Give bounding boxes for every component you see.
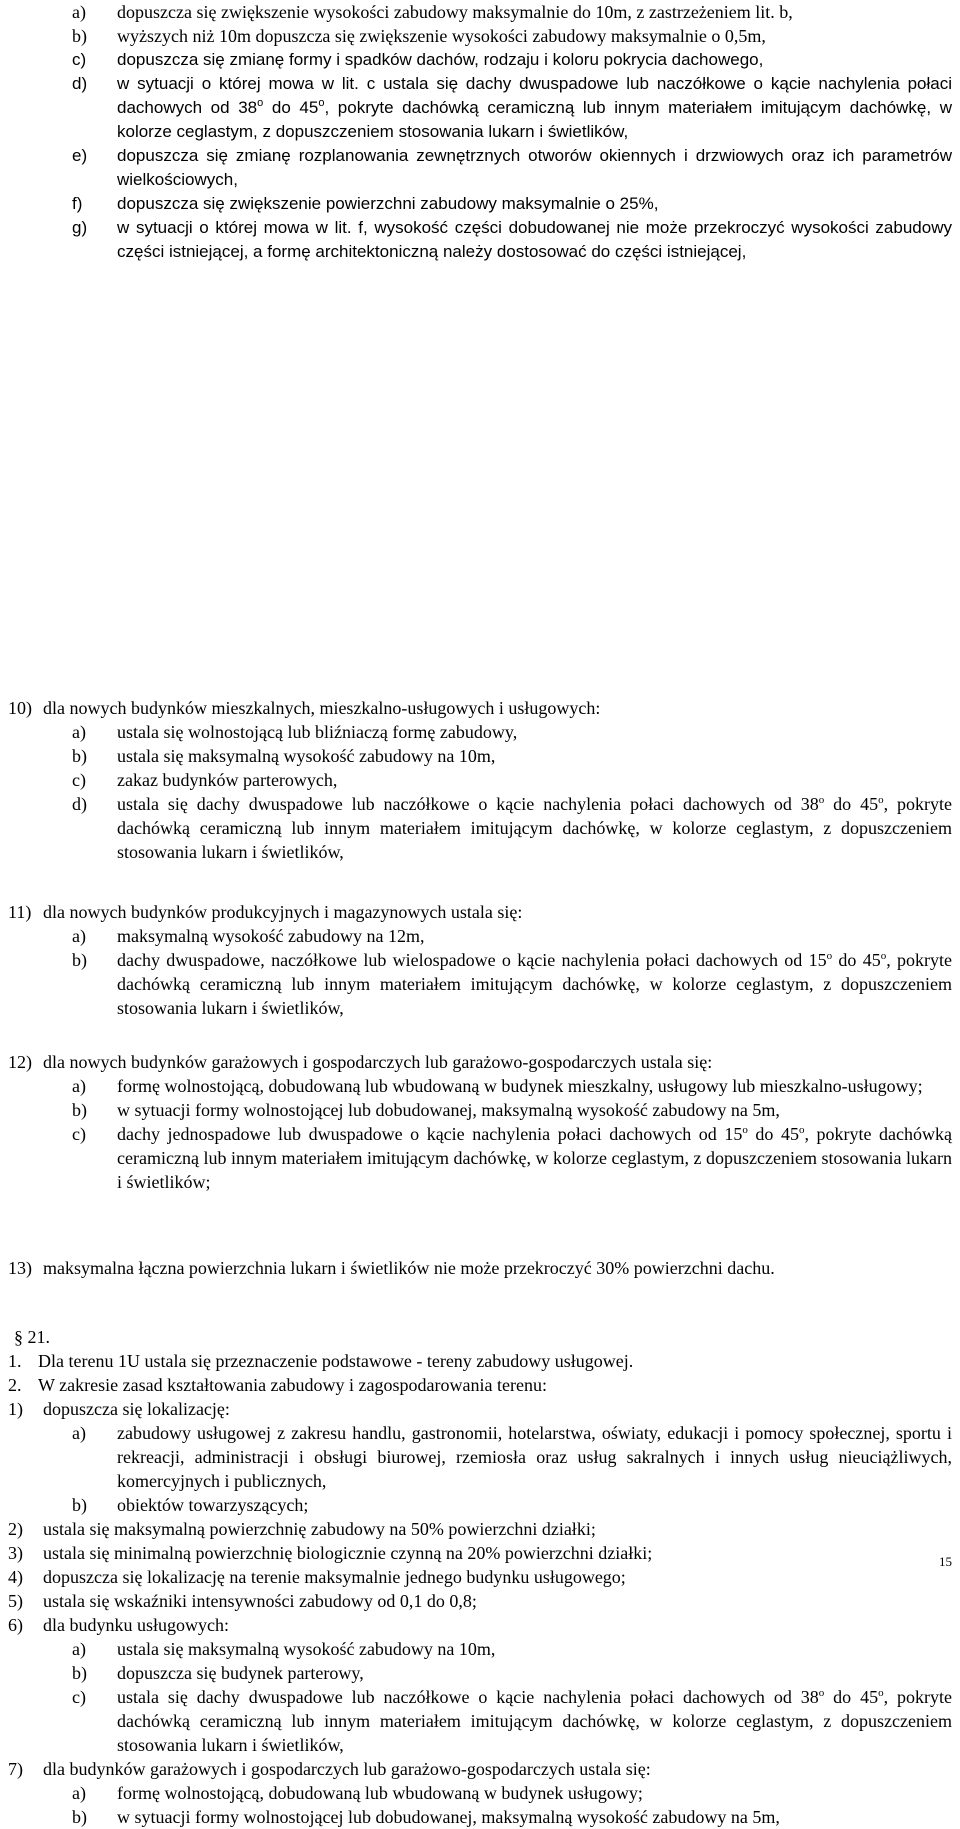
item-label: a) (72, 926, 86, 946)
text-part: do 45 (824, 1687, 879, 1707)
item-label: c) (72, 50, 87, 69)
point-11 (0, 900, 960, 1020)
text-part: , pokryte dachówką ceramiczną lub innym materiałem imitującym dachówkę, w kolorze ceglastym, z dopuszczeniem stosowania lukarn i świetlików; (117, 1124, 953, 1192)
item-label: 2) (8, 1519, 23, 1539)
list-item (0, 1613, 960, 1637)
item-label: b) (72, 950, 87, 970)
item-text: wyższych niż 10m dopuszcza się zwiększenie wysokości zabudowy maksymalnie o 0,5m, (117, 26, 766, 46)
item-label: g) (72, 218, 88, 237)
list-item (0, 24, 960, 48)
item-text (43, 1589, 952, 1613)
list-item (0, 1661, 960, 1685)
section-heading (0, 1325, 960, 1349)
item-text: formę wolnostojącą, dobudowaną lub wbudowaną w budynek mieszkalny, usługowy lub mieszkalno-usługowy; (117, 1076, 923, 1096)
list-item (0, 1122, 960, 1194)
item-text (43, 1517, 952, 1541)
list-item (0, 900, 960, 924)
degree-sup: o (798, 1124, 805, 1136)
list-item (0, 720, 960, 744)
section-21 (0, 1325, 960, 1829)
list-item (0, 1098, 960, 1122)
item-text: dopuszcza się zwiększenie powierzchni zabudowy maksymalnie o 25%, (117, 194, 659, 213)
list-item (0, 1256, 960, 1280)
list-item (0, 1565, 960, 1589)
text-part: dla budynków garażowych i gospodarczych lub garażowo-gospodarczych ustala się: (43, 1759, 651, 1779)
item-text (117, 1661, 952, 1685)
item-text: ustala się wolnostojącą lub bliźniaczą formę zabudowy, (117, 722, 518, 742)
item-text: Dla terenu 1U ustala się przeznaczenie podstawowe - tereny zabudowy usługowej. (38, 1351, 634, 1371)
item-label: 3) (8, 1543, 23, 1563)
item-label: 7) (8, 1759, 23, 1779)
text-part: dopuszcza się lokalizację: (43, 1399, 230, 1419)
item-text: dla nowych budynków produkcyjnych i magazynowych ustala się: (43, 902, 523, 922)
item-text: dopuszcza się zmianę formy i spadków dachów, rodzaju i koloru pokrycia dachowego, (117, 50, 764, 69)
item-label: f) (72, 194, 83, 213)
text-part: ustala się maksymalną powierzchnię zabudowy na 50% powierzchni działki; (43, 1519, 596, 1539)
text-part: dopuszcza się budynek parterowy, (117, 1663, 364, 1683)
item-text (117, 1637, 952, 1661)
item-label: b) (72, 746, 87, 766)
text-part: ustala się dachy dwuspadowe lub naczółkowe o kącie nachylenia połaci dachowych od 38 (117, 794, 819, 814)
text-part: do 45 (832, 950, 881, 970)
item-text (117, 1122, 952, 1194)
item-label: 5) (8, 1591, 23, 1611)
item-label: 1. (8, 1351, 22, 1371)
item-text (117, 1685, 952, 1757)
item-text (117, 1493, 952, 1517)
item-text (117, 72, 952, 144)
item-label: 13) (8, 1258, 32, 1278)
item-label: a) (72, 1423, 86, 1443)
point-12 (0, 1050, 960, 1194)
item-text (43, 1757, 952, 1781)
item-text (117, 792, 952, 864)
degree-sup: o (818, 1687, 825, 1699)
degree-sup: o (878, 794, 884, 806)
list-item (0, 744, 960, 768)
text-part: formę wolnostojącą, dobudowaną lub wbudowaną w budynek usługowy; (117, 1783, 643, 1803)
item-label: 6) (8, 1615, 23, 1635)
list-item (0, 1074, 960, 1098)
list-item (0, 1685, 960, 1757)
text-part: do 45 (747, 1124, 799, 1144)
list-item (0, 1757, 960, 1781)
item-label: b) (72, 1663, 87, 1683)
item-label: 1) (8, 1399, 23, 1419)
list-item (0, 1050, 960, 1074)
text-part: zabudowy usługowej z zakresu handlu, gastronomii, hotelarstwa, oświaty, edukacji i pomocy społecznej, sportu i rekreacji, administracji i obsługi biurowej, rzemiosła oraz usług sakralnych i innych usług nieuciążliwych, komercyjnych i publicznych, (117, 1423, 952, 1491)
item-label: c) (72, 770, 86, 790)
item-text (117, 1421, 952, 1493)
item-text: w sytuacji formy wolnostojącej lub dobudowanej, maksymalną wysokość zabudowy na 5m, (117, 1100, 780, 1120)
item-label: a) (72, 1783, 86, 1803)
point-10 (0, 696, 960, 864)
item-label: a) (72, 1076, 86, 1096)
item-text (117, 1805, 952, 1829)
item-text: dla nowych budynków garażowych i gospodarczych lub garażowo-gospodarczych ustala się: (43, 1052, 713, 1072)
item-label: 10) (8, 698, 32, 718)
text-part: dla budynku usługowych: (43, 1615, 229, 1635)
item-text: maksymalną wysokość zabudowy na 12m, (117, 926, 425, 946)
text-part: w sytuacji formy wolnostojącej lub dobudowanej, maksymalną wysokość zabudowy na 5m, (117, 1807, 780, 1827)
list-item (0, 144, 960, 192)
item-text (117, 948, 952, 1020)
list-item (0, 1517, 960, 1541)
list-item (0, 192, 960, 216)
text-part: ustala się minimalną powierzchnię biologicznie czynną na 20% powierzchni działki; (43, 1543, 653, 1563)
list-item (0, 72, 960, 144)
degree-sup: o (742, 1124, 748, 1136)
text-part: ustala się maksymalną wysokość zabudowy na 10m, (117, 1639, 496, 1659)
item-label: d) (72, 794, 87, 814)
list-item (0, 0, 960, 24)
list-item (0, 696, 960, 720)
item-label: 11) (8, 902, 32, 922)
list-item (0, 1589, 960, 1613)
item-text: dopuszcza się zwiększenie wysokości zabudowy maksymalnie do 10m, z zastrzeżeniem lit. b, (117, 2, 793, 22)
item-text (43, 1397, 952, 1421)
item-text: w sytuacji o której mowa w lit. f, wysokość części dobudowanej nie może przekroczyć wysokości zabudowy części istniejącej, a formę architektoniczną należy dostosować do części istniejącej, (117, 218, 952, 261)
degree-sup: o (826, 950, 833, 962)
item-label: a) (72, 2, 86, 22)
item-label: 4) (8, 1567, 23, 1587)
item-text (43, 1613, 952, 1637)
item-label: a) (72, 722, 86, 742)
item-label: b) (72, 1100, 87, 1120)
list-item (0, 1781, 960, 1805)
text-part: , pokryte dachówką ceramiczną lub innym materiałem imitującym dachówkę, w kolorze ceglastym, z dopuszczeniem stosowania lukarn i świetlików, (117, 950, 953, 1018)
item-text: W zakresie zasad kształtowania zabudowy i zagospodarowania terenu: (38, 1375, 547, 1395)
text-part: , pokryte dachówką ceramiczną lub innym materiałem imitującym dachówkę, w kolorze ceglastym, z dopuszczeniem stosowania lukarn i świetlików, (117, 1687, 953, 1755)
list-item (0, 48, 960, 72)
text-part: w sytuacji o której mowa w lit. c ustala się dachy dwuspadowe lub naczółkowe o kącie nachylenia połaci dachowych od 38 (117, 74, 952, 117)
list-item (0, 216, 960, 264)
list-item (0, 1421, 960, 1493)
item-text: ustala się maksymalną wysokość zabudowy na 10m, (117, 746, 496, 766)
item-text: maksymalna łączna powierzchnia lukarn i świetlików nie może przekroczyć 30% powierzchni dachu. (43, 1258, 775, 1278)
text-part: do 45 (263, 98, 319, 117)
item-text: dla nowych budynków mieszkalnych, mieszkalno-usługowych i usługowych: (43, 698, 601, 718)
item-label: c) (72, 1687, 86, 1707)
list-item (0, 948, 960, 1020)
text-part: dachy dwuspadowe, naczółkowe lub wielospadowe o kącie nachylenia połaci dachowych od 15 (117, 950, 827, 970)
text-part: ustala się wskaźniki intensywności zabudowy od 0,1 do 0,8; (43, 1591, 477, 1611)
list-item (0, 792, 960, 864)
list-item (0, 1805, 960, 1829)
item-text (43, 1565, 952, 1589)
item-label: b) (72, 1495, 87, 1515)
item-label: b) (72, 1807, 87, 1827)
degree-sup: o (318, 97, 325, 109)
text-part: , pokryte dachówką ceramiczną lub innym materiałem imitującym dachówkę, w kolorze ceglastym, z dopuszczeniem stosowania lukarn i świetlików, (117, 794, 953, 862)
item-text: zakaz budynków parterowych, (117, 770, 338, 790)
item-label: a) (72, 1639, 86, 1659)
item-label: b) (72, 26, 87, 46)
degree-sup: o (818, 794, 825, 806)
text-part: dopuszcza się lokalizację na terenie maksymalnie jednego budynku usługowego; (43, 1567, 626, 1587)
item-label: 2. (8, 1375, 22, 1395)
list-item (0, 1373, 960, 1397)
text-part: , pokryte dachówką ceramiczną lub innym materiałem imitującym dachówkę, w kolorze ceglastym, z dopuszczeniem stosowania lukarn i świetlików, (117, 98, 952, 141)
list-item (0, 1637, 960, 1661)
item-text (43, 1541, 952, 1565)
item-label: e) (72, 146, 88, 165)
text-part: obiektów towarzyszących; (117, 1495, 309, 1515)
item-label: d) (72, 74, 88, 93)
page-number: 15 (939, 1554, 952, 1569)
list-item (0, 1541, 960, 1565)
point-13 (0, 1256, 960, 1280)
item-label: c) (72, 1124, 86, 1144)
degree-sup: o (878, 1687, 884, 1699)
text-part: do 45 (824, 794, 879, 814)
list-item (0, 1493, 960, 1517)
degree-sup: o (257, 97, 264, 109)
degree-sup: o (880, 950, 887, 962)
item-text (117, 1781, 952, 1805)
list-item (0, 924, 960, 948)
item-text: dopuszcza się zmianę rozplanowania zewnętrznych otworów okiennych i drzwiowych oraz ich parametrów wielkościowych, (117, 146, 952, 189)
text-part: dachy jednospadowe lub dwuspadowe o kącie nachylenia połaci dachowych od 15 (117, 1124, 743, 1144)
list-item (0, 1349, 960, 1373)
section-mark: § 21. (14, 1327, 50, 1347)
list-item (0, 768, 960, 792)
text-part: ustala się dachy dwuspadowe lub naczółkowe o kącie nachylenia połaci dachowych od 38 (117, 1687, 819, 1707)
item-label: 12) (8, 1052, 32, 1072)
list-continuation (0, 0, 960, 264)
list-item (0, 1397, 960, 1421)
